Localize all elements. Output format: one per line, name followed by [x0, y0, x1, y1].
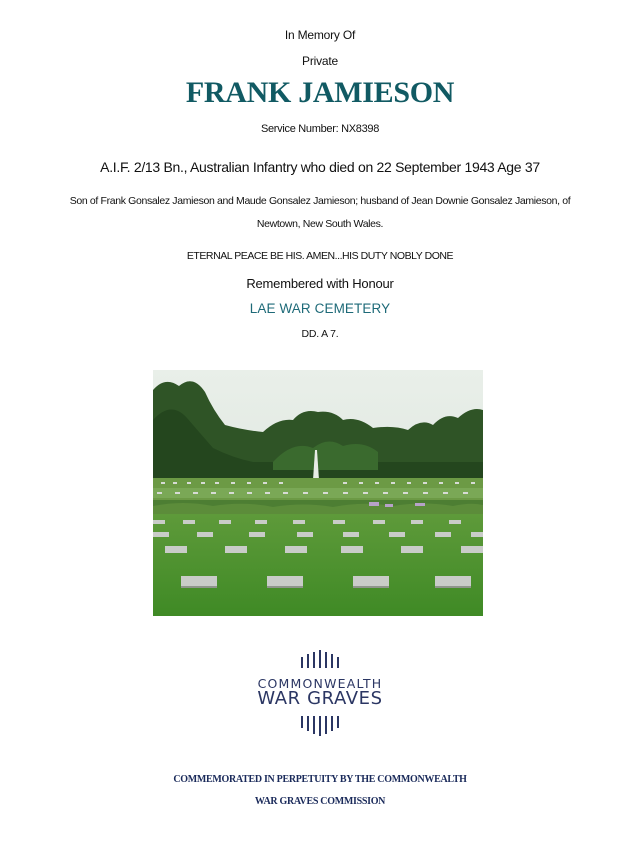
logo-bars-top: [220, 650, 420, 668]
logo-text-war-graves: WAR GRAVES: [257, 688, 383, 709]
service-number: Service Number: NX8398: [260, 123, 380, 135]
epitaph: ETERNAL PEACE BE HIS. AMEN...HIS DUTY NOBLY DONE: [186, 250, 454, 262]
cemetery-photo: [153, 370, 483, 616]
cemetery-name: LAE WAR CEMETERY: [249, 301, 391, 316]
in-memory-heading: In Memory Of: [284, 28, 356, 42]
footer-commemoration: COMMEMORATED IN PERPETUITY BY THE COMMONWEALTH: [173, 774, 467, 785]
unit-and-death-details: A.I.F. 2/13 Bn., Australian Infantry who died on 22 September 1943 Age 37: [100, 159, 540, 175]
rank-label: Private: [302, 54, 338, 68]
family-details: Son of Frank Gonsalez Jamieson and Maude Gonsalez Jamieson; husband of Jean Downie Gonsalez Jamieson, of Newtown, New South Wales.: [69, 195, 571, 230]
footer-commission: WAR GRAVES COMMISSION: [254, 796, 386, 807]
logo-text-commonwealth: COMMONWEALTH: [257, 676, 383, 691]
soldier-name: FRANK JAMIESON: [185, 76, 455, 109]
logo-bars-bottom: [220, 716, 420, 738]
cwgc-logo: [220, 650, 420, 740]
grave-reference: DD. A 7.: [301, 328, 339, 340]
remembered-with-honour: Remembered with Honour: [246, 276, 394, 291]
